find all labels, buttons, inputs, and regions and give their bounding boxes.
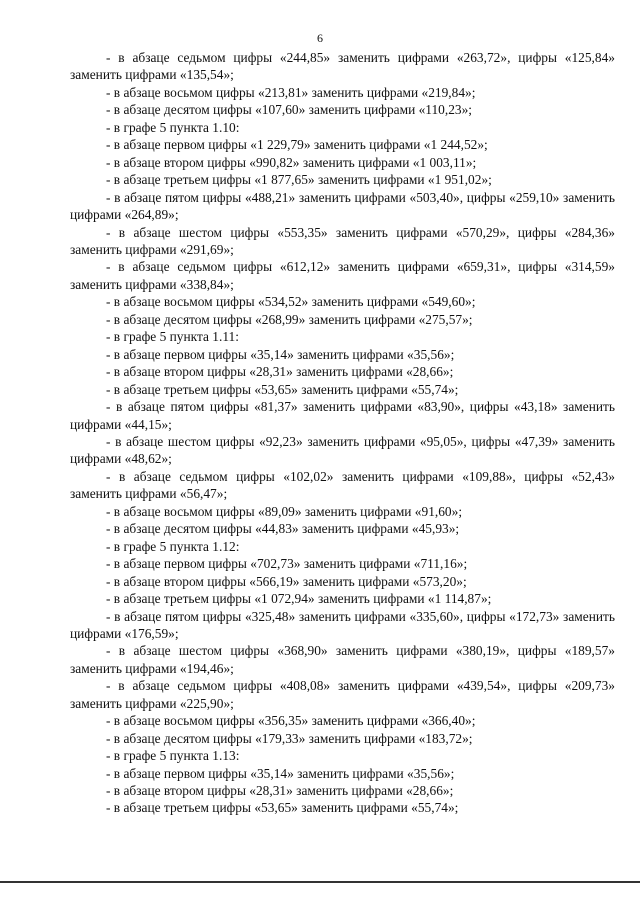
- paragraph: - в абзаце втором цифры «28,31» заменить цифрами «28,66»;: [106, 364, 454, 380]
- paragraph: - в абзаце десятом цифры «179,33» заменить цифрами «183,72»;: [106, 730, 473, 746]
- section-heading: - в графе 5 пункта 1.11:: [106, 329, 239, 345]
- paragraph: - в абзаце восьмом цифры «89,09» заменить цифрами «91,60»;: [106, 503, 463, 519]
- paragraph: - в абзаце первом цифры «35,14» заменить цифрами «35,56»;: [106, 346, 455, 362]
- paragraph: - в абзаце втором цифры «28,31» заменить цифрами «28,66»;: [106, 783, 454, 799]
- paragraph: - в абзаце пятом цифры «81,37» заменить цифрами «83,90», цифры «43,18» заменить цифрами «44,15»;: [70, 399, 615, 432]
- paragraph: - в абзаце втором цифры «990,82» заменить цифрами «1 003,11»;: [106, 154, 477, 170]
- paragraph: - в абзаце пятом цифры «488,21» заменить цифрами «503,40», цифры «259,10» заменить цифрами «264,89»;: [70, 189, 615, 223]
- page-bottom-rule: [0, 881, 640, 883]
- document-body: [70, 49, 615, 817]
- paragraph: - в абзаце шестом цифры «92,23» заменить цифрами «95,05», цифры «47,39» заменить цифрами «48,62»;: [70, 433, 615, 467]
- paragraph: - в абзаце шестом цифры «368,90» заменить цифрами «380,19», цифры «189,57» заменить цифрами «194,46»;: [70, 643, 615, 676]
- paragraph: - в абзаце десятом цифры «44,83» заменить цифрами «45,93»;: [106, 521, 460, 537]
- section-heading: - в графе 5 пункта 1.12:: [106, 538, 240, 554]
- paragraph: - в абзаце седьмом цифры «244,85» заменить цифрами «263,72», цифры «125,84» заменить цифрами «135,54»;: [70, 50, 615, 83]
- paragraph: - в абзаце первом цифры «1 229,79» заменить цифрами «1 244,52»;: [106, 137, 488, 153]
- paragraph: - в абзаце седьмом цифры «408,08» заменить цифрами «439,54», цифры «209,73» заменить цифрами «225,90»;: [70, 678, 615, 711]
- paragraph: - в абзаце восьмом цифры «213,81» заменить цифрами «219,84»;: [106, 84, 476, 100]
- paragraph: - в абзаце первом цифры «702,73» заменить цифрами «711,16»;: [106, 556, 468, 572]
- paragraph: - в абзаце третьем цифры «53,65» заменить цифрами «55,74»;: [106, 381, 459, 397]
- paragraph: - в абзаце пятом цифры «325,48» заменить цифрами «335,60», цифры «172,73» заменить цифрами «176,59»;: [70, 608, 615, 641]
- section-heading: - в графе 5 пункта 1.13:: [106, 748, 240, 764]
- paragraph: - в абзаце третьем цифры «1 072,94» заменить цифрами «1 114,87»;: [106, 591, 492, 607]
- section-heading: - в графе 5 пункта 1.10:: [106, 119, 240, 135]
- paragraph: - в абзаце третьем цифры «53,65» заменить цифрами «55,74»;: [106, 800, 459, 816]
- paragraph: - в абзаце седьмом цифры «102,02» заменить цифрами «109,88», цифры «52,43» заменить цифрами «56,47»;: [70, 468, 615, 502]
- paragraph: - в абзаце седьмом цифры «612,12» заменить цифрами «659,31», цифры «314,59» заменить цифрами «338,84»;: [70, 259, 615, 292]
- paragraph: - в абзаце втором цифры «566,19» заменить цифрами «573,20»;: [106, 573, 467, 589]
- paragraph: - в абзаце шестом цифры «553,35» заменить цифрами «570,29», цифры «284,36» заменить цифрами «291,69»;: [70, 224, 615, 257]
- paragraph: - в абзаце первом цифры «35,14» заменить цифрами «35,56»;: [106, 765, 455, 781]
- paragraph: - в абзаце десятом цифры «107,60» заменить цифрами «110,23»;: [106, 102, 473, 118]
- paragraph: - в абзаце десятом цифры «268,99» заменить цифрами «275,57»;: [106, 311, 473, 327]
- page-number: 6: [317, 31, 323, 45]
- paragraph: - в абзаце восьмом цифры «534,52» заменить цифрами «549,60»;: [106, 294, 476, 310]
- paragraph: - в абзаце восьмом цифры «356,35» заменить цифрами «366,40»;: [106, 713, 476, 729]
- paragraph: - в абзаце третьем цифры «1 877,65» заменить цифрами «1 951,02»;: [106, 172, 492, 188]
